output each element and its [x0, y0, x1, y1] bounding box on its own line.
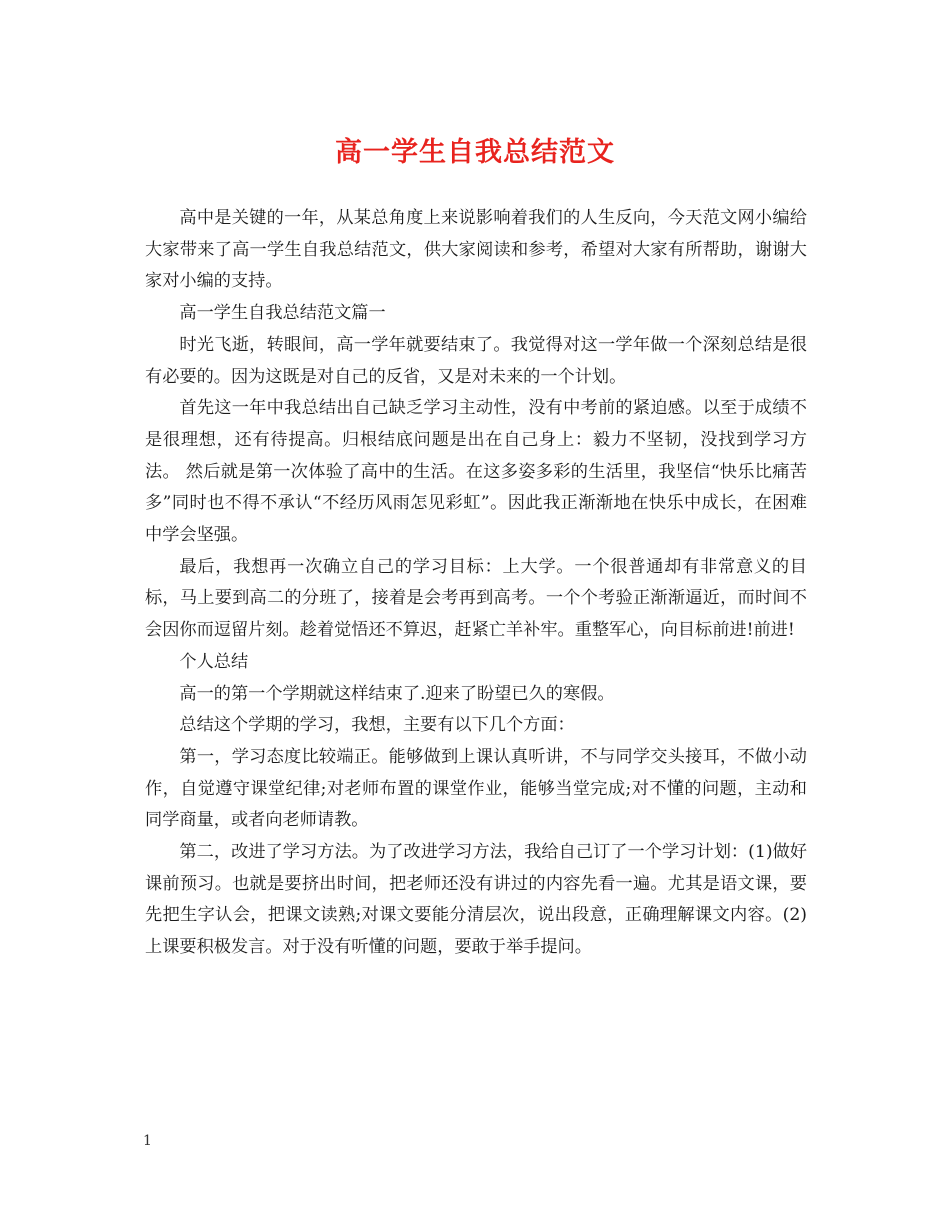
paragraph-semester-end: 高一的第一个学期就这样结束了.迎来了盼望已久的寒假。 — [179, 683, 615, 704]
page-number: 1 — [143, 1133, 152, 1149]
paragraph-intro: 高中是关键的一年，从某总角度上来说影响着我们的人生反向，今天范文网小编给大家带来了高一学生自我总结范文，供大家阅读和参考，希望对大家有所帮助，谢谢大家对小编的支持。 — [145, 208, 807, 292]
section-heading-personal-summary: 个人总结 — [179, 651, 249, 672]
paragraph-point-one: 第一，学习态度比较端正。能够做到上课认真听讲，不与同学交头接耳，不做小动作，自觉遵守课堂纪律;对老师布置的课堂作业，能够当堂完成;对不懂的问题，主动和同学商量，或者向老师请教。 — [145, 746, 807, 831]
paragraph-first-year-summary: 首先这一年中我总结出自己缺乏学习主动性，没有中考前的紧迫感。以至于成绩不是很理想，还有待提高。归根结底问题是出在自己身上：毅力不坚韧，没找到学习方法。 然后就是第一次体验了高中的生活。在这多姿多彩的生活里，我坚信“快乐比痛苦多”同时也不得不承认“不经历风雨怎见彩虹”。因此我正渐渐地在快乐中成长，在困难中学会坚强。 — [145, 398, 807, 546]
paragraph-summary-intro: 总结这个学期的学习，我想，主要有以下几个方面： — [179, 715, 575, 736]
paragraph-study-goal: 最后，我想再一次确立自己的学习目标：上大学。一个很普通却有非常意义的目标，马上要到高二的分班了，接着是会考再到高考。一个个考验正渐渐逼近，而时间不会因你而逗留片刻。趁着觉悟还不算迟，赶紧亡羊补牢。重整军心，向目标前进!前进! — [145, 556, 807, 641]
document-title: 高一学生自我总结范文 — [335, 137, 615, 168]
document-body — [145, 203, 807, 964]
paragraph-point-two: 第二，改进了学习方法。为了改进学习方法，我给自己订了一个学习计划：(1)做好课前预习。也就是要挤出时间，把老师还没有讲过的内容先看一遍。尤其是语文课，要先把生字认会，把课文读熟;对课文要能分清层次，说出段意，正确理解课文内容。(2)上课要积极发言。对于没有听懂的问题，要敢于举手提问。 — [145, 842, 807, 958]
paragraph-time-flies: 时光飞逝，转眼间，高一学年就要结束了。我觉得对这一学年做一个深刻总结是很有必要的。因为这既是对自己的反省，又是对未来的一个计划。 — [145, 334, 807, 387]
section-heading-part-one: 高一学生自我总结范文篇一 — [179, 303, 386, 324]
